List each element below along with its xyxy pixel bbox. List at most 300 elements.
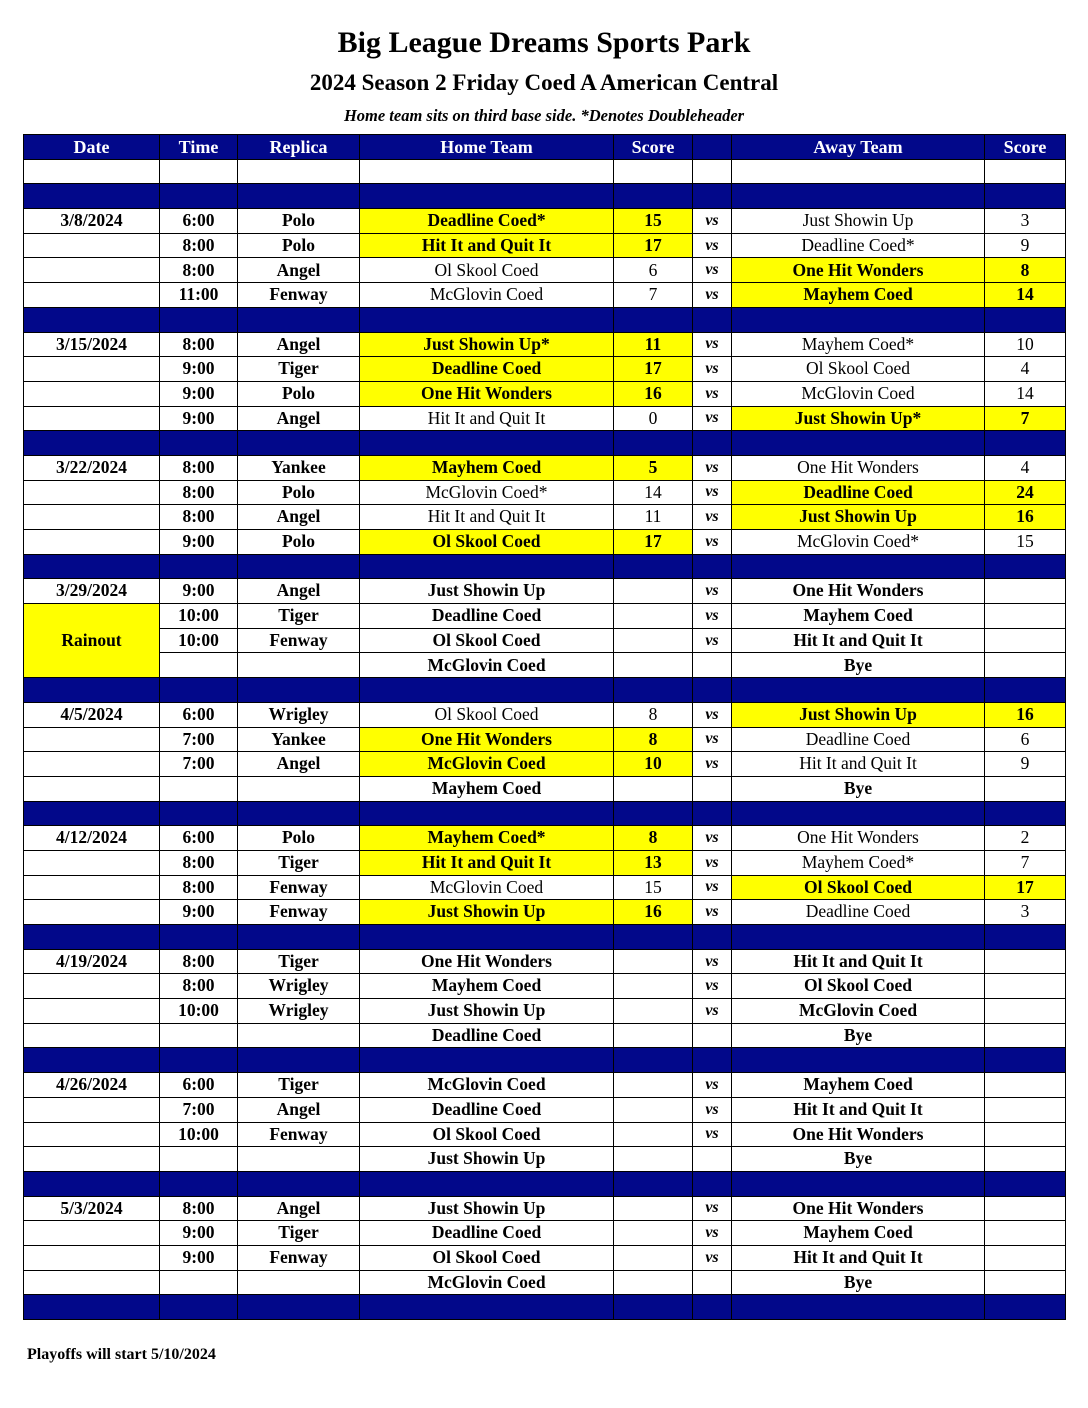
- time-cell: [160, 776, 238, 801]
- week-separator: [24, 801, 1066, 826]
- separator-cell: [732, 1295, 985, 1320]
- separator-cell: [238, 801, 360, 826]
- home-team-cell: Ol Skool Coed: [360, 530, 614, 555]
- away-team-cell: Mayhem Coed*: [732, 850, 985, 875]
- time-cell: 8:00: [160, 233, 238, 258]
- time-cell: 8:00: [160, 332, 238, 357]
- date-cell: [24, 999, 160, 1024]
- date-cell: 4/26/2024: [24, 1073, 160, 1098]
- separator-cell: [238, 1295, 360, 1320]
- home-score-cell: 8: [614, 826, 693, 851]
- date-cell: 5/3/2024: [24, 1196, 160, 1221]
- separator-cell: [24, 678, 160, 703]
- separator-cell: [985, 431, 1066, 456]
- time-cell: 9:00: [160, 1221, 238, 1246]
- vs-cell: [693, 653, 732, 678]
- away-team-cell: One Hit Wonders: [732, 579, 985, 604]
- time-cell: 7:00: [160, 752, 238, 777]
- vs-cell: vs: [693, 727, 732, 752]
- col-header-home-score: Score: [614, 135, 693, 160]
- replica-cell: Tiger: [238, 357, 360, 382]
- separator-cell: [693, 925, 732, 950]
- away-score-cell: [985, 1023, 1066, 1048]
- separator-cell: [360, 184, 614, 209]
- game-row: [24, 727, 1066, 752]
- away-team-cell: Just Showin Up*: [732, 406, 985, 431]
- vs-cell: [693, 776, 732, 801]
- date-cell: [24, 1122, 160, 1147]
- vs-cell: vs: [693, 455, 732, 480]
- game-row: [24, 1097, 1066, 1122]
- game-row: [24, 875, 1066, 900]
- game-row: [24, 1245, 1066, 1270]
- game-row: [24, 1270, 1066, 1295]
- away-score-cell: 7: [985, 850, 1066, 875]
- vs-cell: vs: [693, 949, 732, 974]
- game-row: [24, 505, 1066, 530]
- separator-cell: [985, 554, 1066, 579]
- home-score-cell: [614, 1196, 693, 1221]
- time-cell: 10:00: [160, 604, 238, 629]
- game-row: [24, 900, 1066, 925]
- away-team-cell: Mayhem Coed: [732, 1073, 985, 1098]
- separator-cell: [614, 554, 693, 579]
- separator-cell: [160, 925, 238, 950]
- separator-cell: [238, 554, 360, 579]
- home-score-cell: [614, 1023, 693, 1048]
- away-score-cell: 2: [985, 826, 1066, 851]
- away-score-cell: 15: [985, 530, 1066, 555]
- col-header-away-team: Away Team: [732, 135, 985, 160]
- separator-cell: [360, 307, 614, 332]
- separator-cell: [985, 307, 1066, 332]
- away-team-cell: Hit It and Quit It: [732, 1097, 985, 1122]
- vs-cell: vs: [693, 1245, 732, 1270]
- home-team-cell: McGlovin Coed: [360, 1270, 614, 1295]
- separator-cell: [24, 801, 160, 826]
- away-team-cell: Hit It and Quit It: [732, 752, 985, 777]
- home-team-cell: Deadline Coed: [360, 1023, 614, 1048]
- time-cell: 9:00: [160, 381, 238, 406]
- away-score-cell: [985, 1097, 1066, 1122]
- away-team-cell: Hit It and Quit It: [732, 949, 985, 974]
- replica-cell: Tiger: [238, 604, 360, 629]
- away-team-cell: Deadline Coed: [732, 480, 985, 505]
- home-score-cell: [614, 949, 693, 974]
- home-team-cell: Mayhem Coed: [360, 455, 614, 480]
- away-score-cell: 10: [985, 332, 1066, 357]
- away-score-cell: 9: [985, 752, 1066, 777]
- home-team-cell: Just Showin Up: [360, 900, 614, 925]
- date-cell: [24, 850, 160, 875]
- separator-cell: [360, 1048, 614, 1073]
- away-score-cell: [985, 999, 1066, 1024]
- separator-cell: [24, 307, 160, 332]
- time-cell: 7:00: [160, 727, 238, 752]
- week-separator: [24, 678, 1066, 703]
- away-team-cell: Hit It and Quit It: [732, 628, 985, 653]
- away-score-cell: 14: [985, 381, 1066, 406]
- separator-cell: [24, 1171, 160, 1196]
- game-row: [24, 949, 1066, 974]
- replica-cell: Fenway: [238, 1122, 360, 1147]
- date-cell: [24, 258, 160, 283]
- separator-cell: [985, 925, 1066, 950]
- game-row: [24, 1073, 1066, 1098]
- replica-cell: Wrigley: [238, 702, 360, 727]
- away-score-cell: 8: [985, 258, 1066, 283]
- replica-cell: Tiger: [238, 949, 360, 974]
- separator-cell: [360, 554, 614, 579]
- away-team-cell: Just Showin Up: [732, 209, 985, 234]
- time-cell: [160, 1147, 238, 1172]
- away-team-cell: Ol Skool Coed: [732, 357, 985, 382]
- date-cell: 3/29/2024: [24, 579, 160, 604]
- replica-cell: Angel: [238, 579, 360, 604]
- date-cell: [24, 357, 160, 382]
- separator-cell: [160, 1171, 238, 1196]
- separator-cell: [614, 801, 693, 826]
- away-score-cell: [985, 653, 1066, 678]
- vs-cell: vs: [693, 1122, 732, 1147]
- home-score-cell: [614, 1221, 693, 1246]
- replica-cell: Angel: [238, 406, 360, 431]
- replica-cell: Fenway: [238, 1245, 360, 1270]
- col-header-replica: Replica: [238, 135, 360, 160]
- time-cell: 8:00: [160, 850, 238, 875]
- away-team-cell: Deadline Coed*: [732, 233, 985, 258]
- date-cell: [24, 752, 160, 777]
- time-cell: 10:00: [160, 628, 238, 653]
- replica-cell: Angel: [238, 258, 360, 283]
- home-team-cell: Mayhem Coed*: [360, 826, 614, 851]
- away-score-cell: [985, 1073, 1066, 1098]
- away-score-cell: [985, 776, 1066, 801]
- game-row: [24, 826, 1066, 851]
- home-score-cell: 8: [614, 702, 693, 727]
- separator-cell: [360, 925, 614, 950]
- vs-cell: vs: [693, 530, 732, 555]
- separator-cell: [693, 1171, 732, 1196]
- separator-cell: [732, 1171, 985, 1196]
- replica-cell: Yankee: [238, 455, 360, 480]
- home-score-cell: 0: [614, 406, 693, 431]
- home-team-cell: Just Showin Up*: [360, 332, 614, 357]
- time-cell: 6:00: [160, 209, 238, 234]
- separator-cell: [614, 925, 693, 950]
- separator-cell: [160, 554, 238, 579]
- separator-cell: [985, 184, 1066, 209]
- away-team-cell: Mayhem Coed: [732, 604, 985, 629]
- date-cell: [24, 875, 160, 900]
- game-row: [24, 480, 1066, 505]
- separator-cell: [238, 1171, 360, 1196]
- date-cell: [24, 530, 160, 555]
- game-row: [24, 579, 1066, 604]
- replica-cell: Fenway: [238, 283, 360, 308]
- date-cell: [24, 1221, 160, 1246]
- home-team-cell: Deadline Coed*: [360, 209, 614, 234]
- time-cell: 8:00: [160, 949, 238, 974]
- separator-cell: [160, 431, 238, 456]
- time-cell: 6:00: [160, 702, 238, 727]
- away-team-cell: Hit It and Quit It: [732, 1245, 985, 1270]
- home-score-cell: [614, 1122, 693, 1147]
- page-title: Big League Dreams Sports Park: [337, 26, 751, 59]
- home-team-cell: Hit It and Quit It: [360, 505, 614, 530]
- game-row: [24, 258, 1066, 283]
- time-cell: 8:00: [160, 455, 238, 480]
- game-row: [24, 357, 1066, 382]
- away-team-cell: Deadline Coed: [732, 727, 985, 752]
- away-team-cell: McGlovin Coed*: [732, 530, 985, 555]
- home-score-cell: 6: [614, 258, 693, 283]
- away-team-cell: Bye: [732, 776, 985, 801]
- home-team-cell: Just Showin Up: [360, 1196, 614, 1221]
- separator-cell: [24, 1048, 160, 1073]
- away-score-cell: [985, 974, 1066, 999]
- date-cell: [24, 1245, 160, 1270]
- replica-cell: Wrigley: [238, 999, 360, 1024]
- home-score-cell: 11: [614, 332, 693, 357]
- date-cell: 3/22/2024: [24, 455, 160, 480]
- separator-cell: [238, 307, 360, 332]
- home-team-cell: Ol Skool Coed: [360, 628, 614, 653]
- time-cell: 6:00: [160, 1073, 238, 1098]
- home-team-cell: McGlovin Coed: [360, 1073, 614, 1098]
- replica-cell: [238, 1270, 360, 1295]
- vs-cell: vs: [693, 209, 732, 234]
- date-cell: [24, 1147, 160, 1172]
- separator-cell: [360, 801, 614, 826]
- home-score-cell: 16: [614, 381, 693, 406]
- date-cell: 4/19/2024: [24, 949, 160, 974]
- game-row: [24, 999, 1066, 1024]
- replica-cell: [238, 1147, 360, 1172]
- separator-cell: [693, 1048, 732, 1073]
- home-team-cell: One Hit Wonders: [360, 949, 614, 974]
- home-score-cell: [614, 974, 693, 999]
- game-row: [24, 530, 1066, 555]
- col-header-home-team: Home Team: [360, 135, 614, 160]
- vs-cell: vs: [693, 628, 732, 653]
- separator-cell: [160, 1048, 238, 1073]
- replica-cell: Tiger: [238, 850, 360, 875]
- away-team-cell: One Hit Wonders: [732, 1122, 985, 1147]
- date-cell: [24, 727, 160, 752]
- replica-cell: Fenway: [238, 900, 360, 925]
- vs-cell: vs: [693, 826, 732, 851]
- time-cell: 6:00: [160, 826, 238, 851]
- replica-cell: [238, 1023, 360, 1048]
- date-cell: [24, 974, 160, 999]
- home-team-cell: Ol Skool Coed: [360, 1122, 614, 1147]
- separator-cell: [985, 1295, 1066, 1320]
- time-cell: 10:00: [160, 1122, 238, 1147]
- separator-cell: [360, 1171, 614, 1196]
- time-cell: 8:00: [160, 258, 238, 283]
- separator-cell: [360, 1295, 614, 1320]
- separator-cell: [693, 184, 732, 209]
- separator-cell: [614, 1295, 693, 1320]
- time-cell: [160, 1023, 238, 1048]
- time-cell: [160, 653, 238, 678]
- game-row: [24, 628, 1066, 653]
- away-score-cell: 3: [985, 209, 1066, 234]
- vs-cell: vs: [693, 1097, 732, 1122]
- home-score-cell: [614, 1245, 693, 1270]
- home-score-cell: [614, 628, 693, 653]
- vs-cell: vs: [693, 974, 732, 999]
- date-cell: [24, 406, 160, 431]
- separator-cell: [24, 184, 160, 209]
- separator-cell: [238, 184, 360, 209]
- separator-cell: [614, 431, 693, 456]
- away-team-cell: One Hit Wonders: [732, 1196, 985, 1221]
- away-score-cell: 9: [985, 233, 1066, 258]
- vs-cell: vs: [693, 999, 732, 1024]
- time-cell: 8:00: [160, 480, 238, 505]
- home-team-cell: McGlovin Coed: [360, 752, 614, 777]
- date-cell: 4/5/2024: [24, 702, 160, 727]
- game-row: [24, 455, 1066, 480]
- separator-cell: [732, 925, 985, 950]
- home-score-cell: 17: [614, 530, 693, 555]
- game-row: [24, 283, 1066, 308]
- time-cell: 8:00: [160, 974, 238, 999]
- separator-cell: [693, 431, 732, 456]
- away-team-cell: One Hit Wonders: [732, 826, 985, 851]
- time-cell: 7:00: [160, 1097, 238, 1122]
- replica-cell: Wrigley: [238, 974, 360, 999]
- separator-cell: [693, 801, 732, 826]
- separator-cell: [732, 678, 985, 703]
- separator-cell: [693, 307, 732, 332]
- replica-cell: Angel: [238, 505, 360, 530]
- separator-cell: [732, 307, 985, 332]
- away-score-cell: 6: [985, 727, 1066, 752]
- home-team-cell: Hit It and Quit It: [360, 406, 614, 431]
- game-row: [24, 332, 1066, 357]
- home-score-cell: 7: [614, 283, 693, 308]
- separator-cell: [732, 554, 985, 579]
- home-team-cell: McGlovin Coed: [360, 875, 614, 900]
- away-score-cell: [985, 1122, 1066, 1147]
- separator-cell: [732, 801, 985, 826]
- home-score-cell: 15: [614, 209, 693, 234]
- home-score-cell: [614, 776, 693, 801]
- date-cell: [24, 1023, 160, 1048]
- time-cell: 9:00: [160, 406, 238, 431]
- replica-cell: Tiger: [238, 1073, 360, 1098]
- week-separator: [24, 431, 1066, 456]
- away-score-cell: [985, 579, 1066, 604]
- home-team-cell: Just Showin Up: [360, 999, 614, 1024]
- vs-cell: vs: [693, 850, 732, 875]
- home-score-cell: 16: [614, 900, 693, 925]
- away-score-cell: 14: [985, 283, 1066, 308]
- home-team-cell: Deadline Coed: [360, 604, 614, 629]
- replica-cell: Angel: [238, 1097, 360, 1122]
- game-row: [24, 974, 1066, 999]
- away-score-cell: [985, 1147, 1066, 1172]
- vs-cell: vs: [693, 332, 732, 357]
- date-cell: 3/15/2024: [24, 332, 160, 357]
- home-team-cell: McGlovin Coed: [360, 283, 614, 308]
- vs-cell: [693, 1023, 732, 1048]
- away-team-cell: Bye: [732, 653, 985, 678]
- away-score-cell: 7: [985, 406, 1066, 431]
- away-team-cell: One Hit Wonders: [732, 455, 985, 480]
- page-subtitle: 2024 Season 2 Friday Coed A American Central: [309, 70, 779, 95]
- home-score-cell: 17: [614, 357, 693, 382]
- vs-cell: vs: [693, 702, 732, 727]
- date-cell: [24, 233, 160, 258]
- week-separator: [24, 554, 1066, 579]
- separator-cell: [238, 925, 360, 950]
- home-score-cell: 10: [614, 752, 693, 777]
- time-cell: [160, 1270, 238, 1295]
- replica-cell: Angel: [238, 332, 360, 357]
- home-team-cell: Deadline Coed: [360, 357, 614, 382]
- time-cell: 9:00: [160, 530, 238, 555]
- away-team-cell: Bye: [732, 1270, 985, 1295]
- blank-row: [24, 159, 1066, 184]
- home-score-cell: [614, 1097, 693, 1122]
- date-cell: [24, 1097, 160, 1122]
- date-cell: [24, 381, 160, 406]
- footer-note: Playoffs will start 5/10/2024: [27, 1346, 216, 1363]
- replica-cell: Polo: [238, 233, 360, 258]
- game-row: [24, 209, 1066, 234]
- vs-cell: vs: [693, 283, 732, 308]
- col-header-date: Date: [24, 135, 160, 160]
- home-team-cell: Just Showin Up: [360, 1147, 614, 1172]
- home-team-cell: Ol Skool Coed: [360, 1245, 614, 1270]
- home-team-cell: McGlovin Coed: [360, 653, 614, 678]
- time-cell: 10:00: [160, 999, 238, 1024]
- away-score-cell: [985, 1221, 1066, 1246]
- separator-cell: [732, 184, 985, 209]
- col-header-time: Time: [160, 135, 238, 160]
- separator-cell: [614, 678, 693, 703]
- date-cell: 4/12/2024: [24, 826, 160, 851]
- separator-cell: [693, 554, 732, 579]
- game-row: [24, 1196, 1066, 1221]
- game-row: [24, 604, 1066, 629]
- home-team-cell: Deadline Coed: [360, 1097, 614, 1122]
- vs-cell: vs: [693, 875, 732, 900]
- home-score-cell: [614, 579, 693, 604]
- game-row: [24, 381, 1066, 406]
- vs-cell: vs: [693, 233, 732, 258]
- date-cell: [24, 776, 160, 801]
- separator-cell: [614, 1048, 693, 1073]
- game-row: [24, 776, 1066, 801]
- separator-cell: [693, 678, 732, 703]
- week-separator: [24, 1295, 1066, 1320]
- separator-cell: [693, 1295, 732, 1320]
- away-score-cell: [985, 1196, 1066, 1221]
- col-header-away-score: Score: [985, 135, 1066, 160]
- replica-cell: Fenway: [238, 875, 360, 900]
- home-team-cell: Ol Skool Coed: [360, 702, 614, 727]
- week-separator: [24, 925, 1066, 950]
- game-row: [24, 850, 1066, 875]
- vs-cell: vs: [693, 406, 732, 431]
- replica-cell: Fenway: [238, 628, 360, 653]
- time-cell: 9:00: [160, 1245, 238, 1270]
